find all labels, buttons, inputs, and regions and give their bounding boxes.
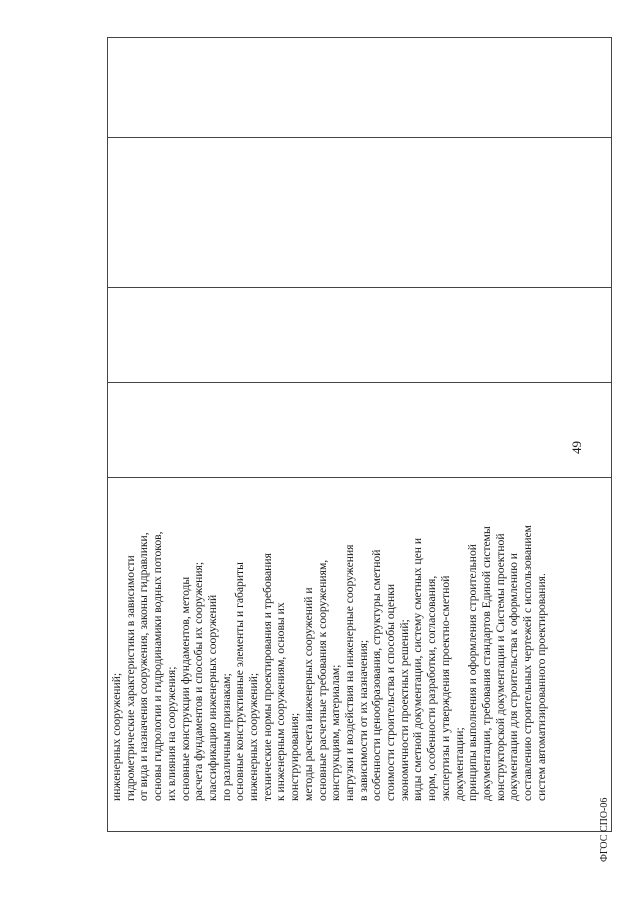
content-line: виды сметной документации, систему сметных цен и — [411, 537, 425, 801]
content-line: основы гидрологии и гидродинамики водных потоков, — [151, 531, 165, 801]
content-line: в зависимости от их назначения; — [356, 639, 370, 801]
document-footer: ФГОС СПО-06 — [599, 797, 610, 862]
page-number: 49 — [569, 441, 584, 454]
content-line: документации для строительства к оформлению и — [507, 553, 521, 801]
content-line: документации; — [452, 727, 466, 801]
table-cell-empty — [108, 37, 611, 137]
table-cell-empty — [108, 382, 611, 477]
content-line: от вида и назначения сооружения, законы гидравлики, — [137, 532, 151, 801]
rotated-page — [107, 37, 612, 862]
content-line: принципы выполнения и оформления строительной — [466, 544, 480, 801]
content-line: к инженерным сооружениям, основы их — [274, 602, 288, 801]
content-line: документации, требования стандартов Единой системы — [479, 526, 493, 801]
content-line: гидрометрические характеристики в зависимости — [123, 555, 137, 801]
competency-table — [107, 37, 612, 832]
content-line: конструирования; — [288, 712, 302, 801]
content-line: технические нормы проектирования и требования — [260, 553, 274, 801]
content-line: особенности ценообразования, структуры сметной — [370, 549, 384, 801]
content-line: экономичности проектных решений; — [397, 619, 411, 801]
table-cell-empty — [108, 287, 611, 382]
content-line: систем автоматизированного проектирования. — [534, 573, 548, 801]
table-cell-empty — [108, 137, 611, 287]
content-line: основные расчетные требования к сооружениям, — [315, 559, 329, 801]
content-line: расчета фундаментов и способы их сооружения; — [192, 561, 206, 801]
content-line: их влияния на сооружения; — [164, 666, 178, 801]
content-line: по различным признакам; — [219, 673, 233, 801]
content-line: основные конструкции фундаментов, методы — [178, 576, 192, 801]
content-line: классификацию инженерных сооружений — [205, 594, 219, 801]
content-line: инженерных сооружений; — [110, 672, 123, 801]
content-line: конструкциям, материалам; — [329, 664, 343, 801]
content-line: инженерных сооружений; — [247, 672, 261, 801]
content-line: нагрузки и воздействия на инженерные сооружения — [342, 544, 356, 801]
content-line: конструкторской документации и Системы проектной — [493, 533, 507, 801]
content-line: составлению строительных чертежей с использованием — [521, 524, 535, 801]
content-line: норм, особенности разработки, согласования, — [425, 575, 439, 801]
content-line: стоимости строительства и способы оценки — [384, 583, 398, 801]
content-line: основные конструктивные элементы и габариты — [233, 562, 247, 801]
content-line: методы расчета инженерных сооружений и — [301, 587, 315, 801]
table-cell-knowledge — [108, 477, 611, 832]
content-line: экспертизы и утверждения проектно-сметной — [438, 575, 452, 801]
